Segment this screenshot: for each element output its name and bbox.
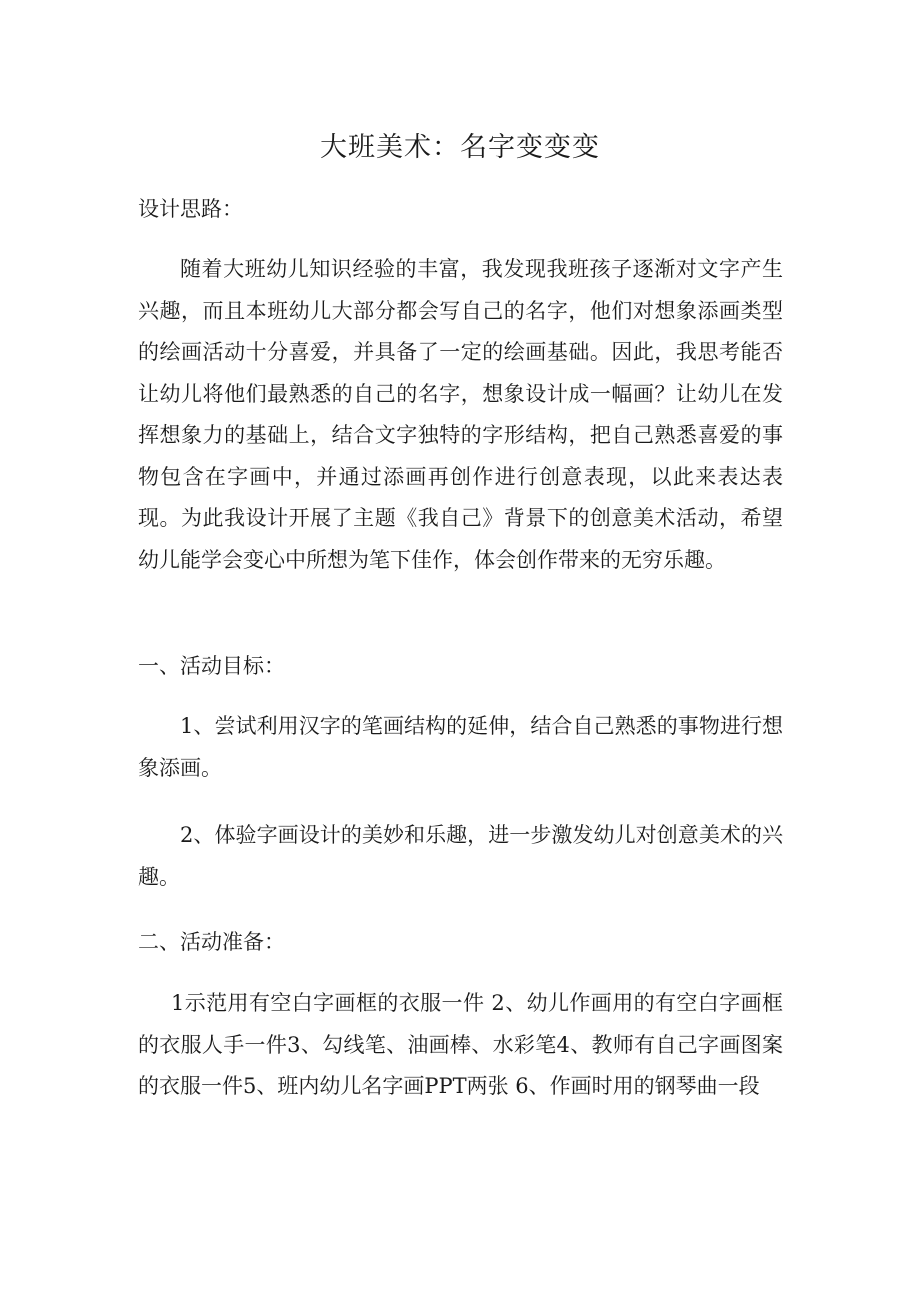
goal-item-2: 2、体验字画设计的美妙和乐趣，进一步激发幼儿对创意美术的兴趣。 [138,823,783,889]
goal-item-1: 1、尝试利用汉字的笔画结构的延伸，结合自己熟悉的事物进行想象添画。 [138,714,783,780]
document-title: 大班美术：名字变变变 [320,132,600,163]
goals-heading: 一、活动目标： [138,654,285,678]
prep-paragraph: 1示范用有空白字画框的衣服一件 2、幼儿作画用的有空白字画框的衣服人手一件3、勾线笔、油画棒、水彩笔4、教师有自己字画图案的衣服一件5、班内幼儿名字画PPT两张 6、作画时用的钢琴曲一段 [138,991,783,1098]
design-heading: 设计思路： [138,197,243,221]
prep-heading: 二、活动准备： [138,930,285,954]
design-paragraph: 随着大班幼儿知识经验的丰富，我发现我班孩子逐渐对文字产生兴趣，而且本班幼儿大部分都会写自己的名字，他们对想象添画类型的绘画活动十分喜爱，并具备了一定的绘画基础。因此，我思考能否让幼儿将他们最熟悉的自己的名字，想象设计成一幅画？让幼儿在发挥想象力的基础上，结合文字独特的字形结构，把自己熟悉喜爱的事物包含在字画中，并通过添画再创作进行创意表现，以此来表达表现。为此我设计开展了主题《我自己》背景下的创意美术活动，希望幼儿能学会变心中所想为笔下佳作，体会创作带来的无穷乐趣。 [138,257,783,572]
